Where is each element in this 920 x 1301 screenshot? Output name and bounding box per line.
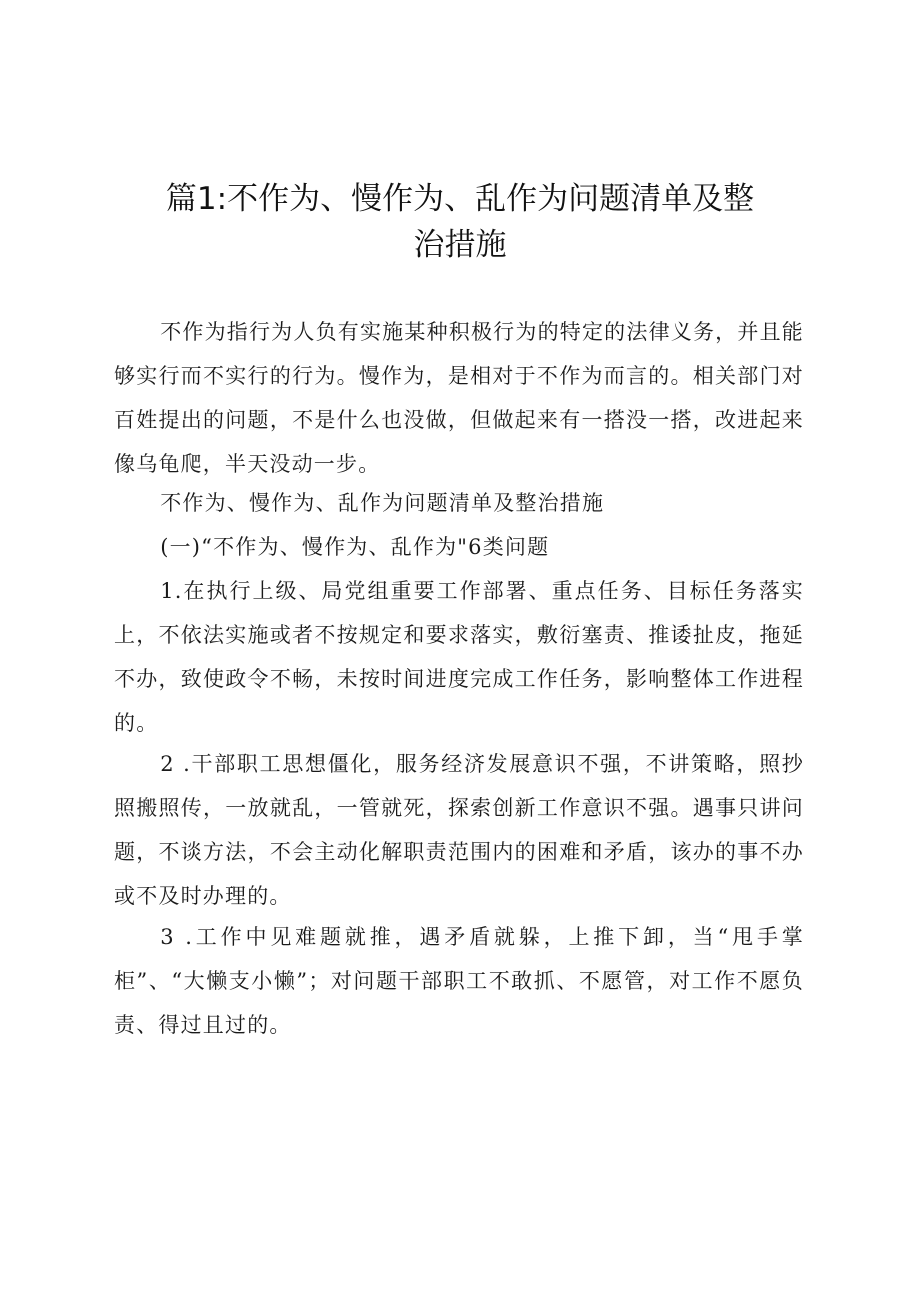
list-item-3: 3 .工作中见难题就推，遇矛盾就躲，上推下卸，当“甩手掌柜”、“大懒支小懒”；对问题干部职工不敢抓、不愿管，对工作不愿负责、得过且过的。 <box>114 925 804 1037</box>
list-item-1: 1.在执行上级、局党组重要工作部署、重点任务、目标任务落实上，不依法实施或者不按规定和要求落实，敷衍塞责、推诿扯皮，拖延不办，致使政令不畅，未按时间进度完成工作任务，影响整体工作进程的。 <box>114 579 804 735</box>
document-title-line1: 篇1:不作为、慢作为、乱作为问题清单及整 <box>165 181 755 217</box>
section-heading: 不作为、慢作为、乱作为问题清单及整治措施 <box>160 491 605 515</box>
document-title-line2: 治措施 <box>413 227 507 263</box>
list-item-2: 2 .干部职工思想僵化，服务经济发展意识不强，不讲策略，照抄照搬照传，一放就乱，一管就死，探索创新工作意识不强。遇事只讲问题，不谈方法，不会主动化解职责范围内的困难和矛盾，该办的事不办或不及时办理的。 <box>114 752 804 908</box>
section-subheading: (一)“不作为、慢作为、乱作为"6类问题 <box>160 535 550 559</box>
intro-paragraph: 不作为指行为人负有实施某种积极行为的特定的法律义务，并且能够实行而不实行的行为。慢作为，是相对于不作为而言的。相关部门对百姓提出的问题，不是什么也没做，但做起来有一搭没一搭，改进起来像乌龟爬，半天没动一步。 <box>114 320 804 476</box>
